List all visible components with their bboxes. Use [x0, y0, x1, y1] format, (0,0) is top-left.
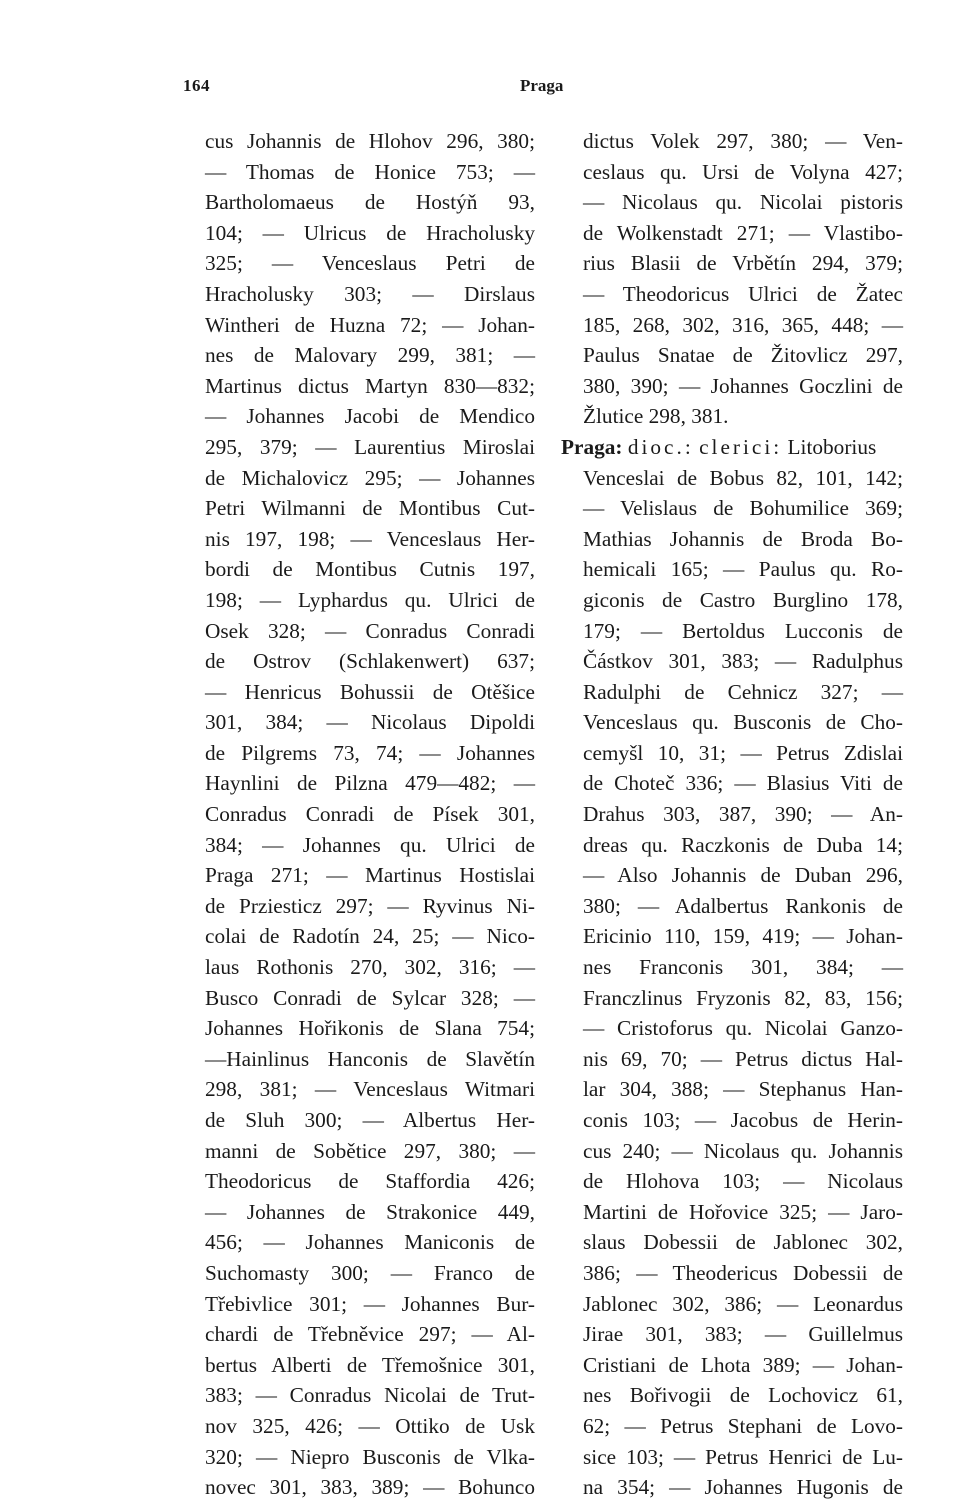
text-line: Mathias Johannis de Broda Bo-	[583, 526, 903, 551]
text-line: bordi de Montibus Cutnis 197,	[205, 557, 535, 582]
text-line: de Wolkenstadt 271; — Vlastibo-	[583, 220, 903, 245]
text-line: 456; — Johannes Maniconis de	[205, 1230, 535, 1255]
text-line: Paulus Snatae de Žitovlicz 297,	[583, 343, 903, 368]
text-line: Jablonec 302, 386; — Leonardus	[583, 1291, 903, 1316]
text-line: chardi de Třebněvice 297; — Al-	[205, 1322, 535, 1347]
text-line: cus Johannis de Hlohov 296, 380;	[205, 129, 535, 153]
text-line: rius Blasii de Vrbětín 294, 379;	[583, 251, 903, 276]
text-line: Cristiani de Lhota 389; — Johan-	[583, 1352, 903, 1377]
text-line: Jirae 301, 383; — Guillelmus	[583, 1322, 903, 1347]
text-line: de Hlohova 103; — Nicolaus	[583, 1169, 903, 1194]
text-line: — Cristoforus qu. Nicolai Ganzo-	[583, 1016, 903, 1041]
section-sublabel-dioc: dioc.:	[627, 434, 694, 459]
text-line: 295, 379; — Laurentius Miroslai	[205, 434, 535, 459]
text-line: 104; — Ulricus de Hracholusky	[205, 220, 535, 245]
right-column	[561, 126, 903, 1503]
section-heading-line	[561, 432, 903, 463]
text-line: nes Franconis 301, 384; —	[583, 955, 903, 980]
text-line: slaus Dobessii de Jablonec 302,	[583, 1230, 903, 1255]
text-line: 198; — Lyphardus qu. Ulrici de	[205, 587, 535, 612]
text-line: dreas qu. Raczkonis de Duba 14;	[583, 832, 903, 857]
text-line: Venceslaus qu. Busconis de Cho-	[583, 710, 903, 735]
section-label: Praga:	[561, 434, 623, 459]
text-line: — Thomas de Honice 753; —	[205, 159, 535, 184]
text-line: 298, 381; — Venceslaus Witmari	[205, 1077, 535, 1102]
text-line: Bartholomaeus de Hostýň 93,	[205, 190, 535, 215]
text-line: — Also Johannis de Duban 296,	[583, 863, 903, 888]
text-line: lar 304, 388; — Stephanus Han-	[583, 1077, 903, 1102]
text-line: Praga 271; — Martinus Hostislai	[205, 863, 535, 888]
text-line: — Velislaus de Bohumilice 369;	[583, 496, 903, 521]
text-line: 380, 390; — Johannes Goczlini de	[583, 373, 903, 398]
text-line: 301, 384; — Nicolaus Dipoldi	[205, 710, 535, 735]
text-line: Žlutice 298, 381.	[583, 404, 729, 429]
text-line: — Henricus Bohussii de Otěšice	[205, 679, 535, 704]
page-number: 164	[183, 76, 210, 95]
text-line: 320; — Niepro Busconis de Vlka-	[205, 1444, 535, 1469]
text-line: nis 69, 70; — Petrus dictus Hal-	[583, 1046, 903, 1071]
text-line: — Nicolaus qu. Nicolai pistoris	[583, 190, 903, 215]
text-line: 384; — Johannes qu. Ulrici de	[205, 832, 535, 857]
text-line: Částkov 301, 383; — Radulphus	[583, 649, 903, 674]
text-line: Osek 328; — Conradus Conradi	[205, 618, 535, 643]
text-line: de Prziesticz 297; — Ryvinus Ni-	[205, 893, 535, 918]
text-line: de Michalovicz 295; — Johannes	[205, 465, 535, 490]
text-line: hemicali 165; — Paulus qu. Ro-	[583, 557, 903, 582]
text-line: Petri Wilmanni de Montibus Cut-	[205, 496, 535, 521]
text-line: 185, 268, 302, 316, 365, 448; —	[583, 312, 903, 337]
text-line: ceslaus qu. Ursi de Volyna 427;	[583, 159, 903, 184]
text-line: Conradus Conradi de Písek 301,	[205, 802, 535, 827]
text-line: sice 103; — Petrus Henrici de Lu-	[583, 1444, 903, 1469]
text-line: Haynlini de Pilzna 479—482; —	[205, 771, 535, 796]
text-line: de Sluh 300; — Albertus Her-	[205, 1108, 535, 1132]
text-line: de Choteč 336; — Blasius Viti de	[583, 771, 903, 796]
left-column	[205, 126, 535, 1503]
section-first-entry: Litoborius	[787, 434, 877, 459]
text-line: conis 103; — Jacobus de Herin-	[583, 1108, 903, 1132]
text-line: Třebivlice 301; — Johannes Bur-	[205, 1291, 535, 1316]
text-line: Wintheri de Huzna 72; — Johan-	[205, 312, 535, 337]
text-line: nov 325, 426; — Ottiko de Usk	[205, 1413, 535, 1438]
text-line: bertus Alberti de Třemošnice 301,	[205, 1352, 535, 1377]
text-line: laus Rothonis 270, 302, 316; —	[205, 955, 535, 980]
text-line: — Johannes de Strakonice 449,	[205, 1199, 535, 1224]
text-line: 179; — Bertoldus Lucconis de	[583, 618, 903, 643]
text-line: de Pilgrems 73, 74; — Johannes	[205, 740, 535, 765]
text-line: de Ostrov (Schlakenwert) 637;	[205, 649, 535, 674]
text-line: cus 240; — Nicolaus qu. Johannis	[583, 1138, 903, 1163]
text-line: 386; — Theodericus Dobessii de	[583, 1260, 903, 1285]
text-line: 325; — Venceslaus Petri de	[205, 251, 535, 276]
text-line: Theodoricus de Staffordia 426;	[205, 1169, 535, 1194]
text-line: 62; — Petrus Stephani de Lovo-	[583, 1413, 903, 1438]
text-line: Suchomasty 300; — Franco de	[205, 1260, 535, 1285]
text-line: nis 197, 198; — Venceslaus Her-	[205, 526, 535, 551]
text-line: Ericinio 110, 159, 419; — Johan-	[583, 924, 903, 949]
text-line: novec 301, 383, 389; — Bohunco	[205, 1475, 535, 1500]
text-line: Hracholusky 303; — Dirslaus	[205, 281, 535, 306]
text-line: colai de Radotín 24, 25; — Nico-	[205, 924, 535, 949]
text-line: — Johannes Jacobi de Mendico	[205, 404, 535, 429]
text-line: Johannes Hořikonis de Slana 754;	[205, 1016, 535, 1041]
text-line: nes Bořivogii de Lochovicz 61,	[583, 1383, 903, 1408]
text-line: —Hainlinus Hanconis de Slavětín	[205, 1046, 535, 1071]
text-line: Martini de Hořovice 325; — Jaro-	[583, 1199, 903, 1224]
text-line: 380; — Adalbertus Rankonis de	[583, 893, 903, 918]
section-sublabel-clerici: clerici:	[699, 434, 783, 459]
text-line: nes de Malovary 299, 381; —	[205, 343, 535, 368]
text-line: Franczlinus Fryzonis 82, 83, 156;	[583, 985, 903, 1010]
text-line: dictus Volek 297, 380; — Ven-	[583, 129, 903, 153]
text-line: Martinus dictus Martyn 830—832;	[205, 373, 535, 398]
text-line: Radulphi de Cehnicz 327; —	[583, 679, 903, 704]
text-line: 383; — Conradus Nicolai de Trut-	[205, 1383, 535, 1408]
text-line: na 354; — Johannes Hugonis de	[583, 1475, 903, 1500]
text-line: cemyšl 10, 31; — Petrus Zdislai	[583, 740, 903, 765]
text-line: — Theodoricus Ulrici de Žatec	[583, 281, 903, 306]
running-head: Praga	[520, 76, 564, 95]
text-line: Busco Conradi de Sylcar 328; —	[205, 985, 535, 1010]
text-line: manni de Sobětice 297, 380; —	[205, 1138, 535, 1163]
text-line: Venceslai de Bobus 82, 101, 142;	[583, 465, 903, 490]
text-line: Drahus 303, 387, 390; — An-	[583, 802, 903, 827]
text-line: giconis de Castro Burglino 178,	[583, 587, 903, 612]
